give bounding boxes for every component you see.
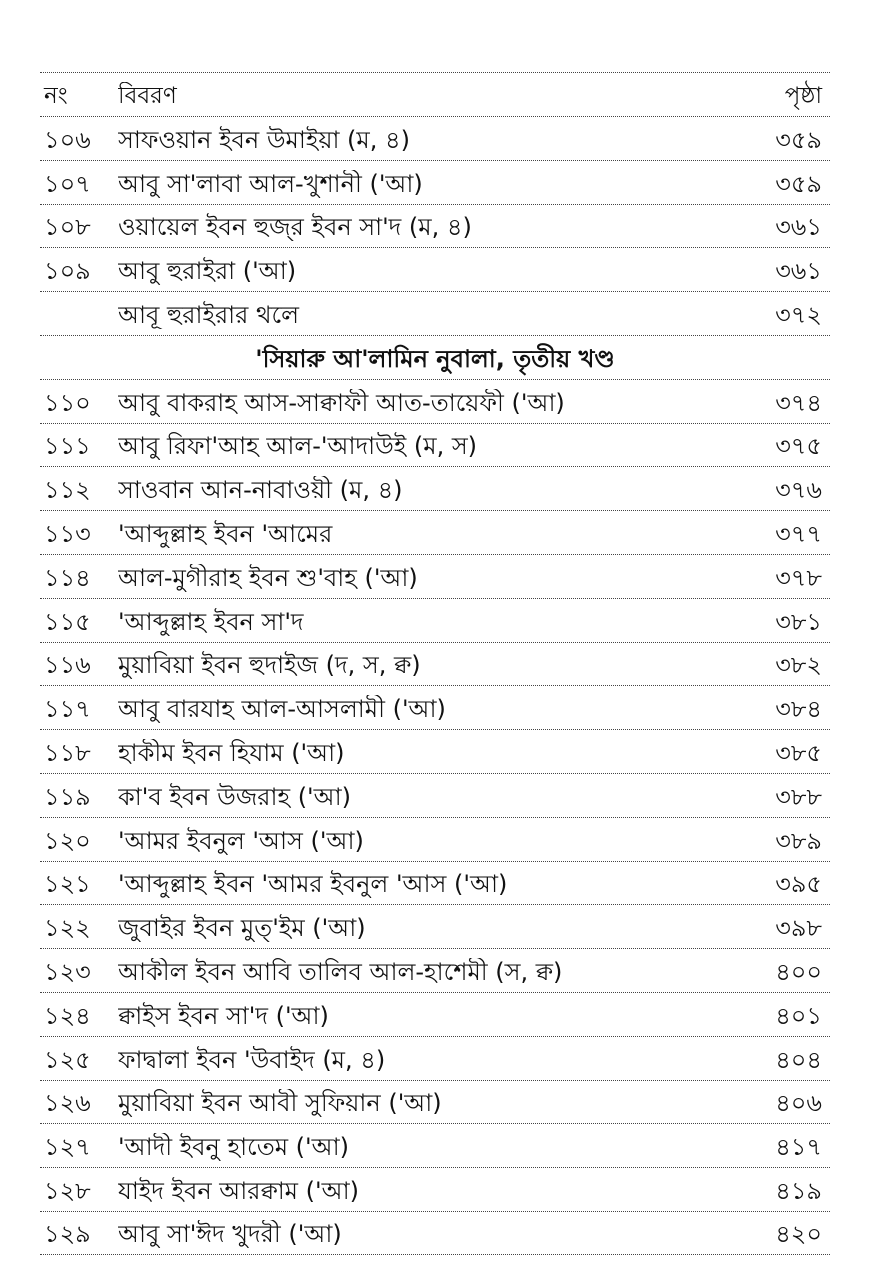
entry-page-number: ৩৮১ xyxy=(775,607,822,636)
entry-description: আবু বাকরাহ আস-সাক্বাফী আত-তায়েফী ('আ) xyxy=(118,388,565,417)
entry-description: মুয়াবিয়া ইবন আবী সুফিয়ান ('আ) xyxy=(118,1089,442,1118)
toc-rows-group-2 xyxy=(40,379,830,1255)
entry-page-number: ৩৯৫ xyxy=(775,870,822,899)
entry-number: ১০৬ xyxy=(44,125,91,154)
entry-page-number: ৪১৭ xyxy=(775,1133,822,1162)
entry-number: ১১০ xyxy=(44,388,91,417)
entry-page-number: ৪০১ xyxy=(775,1001,822,1030)
toc-row xyxy=(40,554,830,598)
toc-row xyxy=(40,904,830,948)
entry-number: ১১৯ xyxy=(44,782,91,811)
entry-page-number: ৩৬১ xyxy=(775,213,822,242)
entry-number: ১২৬ xyxy=(44,1089,91,1118)
entry-number: ১২৩ xyxy=(44,957,91,986)
entry-description: আল-মুগীরাহ ইবন শু'বাহ ('আ) xyxy=(118,563,418,592)
section-title: 'সিয়ারু আ'লামিন নুবালা, তৃতীয় খণ্ড xyxy=(255,344,615,373)
entry-number: ১২২ xyxy=(44,914,91,943)
entry-number: ১১৩ xyxy=(44,519,91,548)
section-heading-row xyxy=(40,335,830,379)
toc-row xyxy=(40,773,830,817)
description-column-header: বিবরণ xyxy=(118,83,177,109)
entry-description: আবু সা'ঈদ খুদরী ('আ) xyxy=(118,1219,342,1248)
toc-row xyxy=(40,861,830,905)
entry-page-number: ৩৮২ xyxy=(775,651,822,680)
toc-row xyxy=(40,1167,830,1211)
entry-description: আবু বারযাহ আল-আসলামী ('আ) xyxy=(118,695,446,724)
entry-description: কা'ব ইবন উজরাহ ('আ) xyxy=(118,782,352,811)
entry-number: ১১৭ xyxy=(44,695,91,724)
entry-number: ১২৯ xyxy=(44,1219,91,1248)
toc-row xyxy=(40,116,830,160)
entry-page-number: ৩৭৬ xyxy=(775,476,822,505)
entry-description: জুবাইর ইবন মুত্'ইম ('আ) xyxy=(118,914,366,943)
entry-number: ১২৭ xyxy=(44,1133,91,1162)
entry-description: ওয়ায়েল ইবন হুজ্‌র ইবন সা'দ (ম, ৪) xyxy=(118,213,472,242)
toc-row xyxy=(40,379,830,423)
entry-number: ১২৮ xyxy=(44,1176,91,1205)
entry-page-number: ৩৮৪ xyxy=(775,695,822,724)
entry-page-number: ৩৭২ xyxy=(775,300,822,329)
toc-row xyxy=(40,1080,830,1124)
entry-page-number: ৩৭৭ xyxy=(775,519,822,548)
entry-page-number: ৩৭৮ xyxy=(775,563,822,592)
entry-description: 'আমর ইবনুল 'আস ('আ) xyxy=(118,826,364,855)
entry-number: ১১১ xyxy=(44,432,91,461)
entry-number: ১০৯ xyxy=(44,257,91,286)
toc-row xyxy=(40,685,830,729)
entry-description: 'আব্দুল্লাহ ইবন সা'দ xyxy=(118,607,304,636)
entry-number: ১২১ xyxy=(44,870,91,899)
toc-row xyxy=(40,466,830,510)
entry-description: সাফওয়ান ইবন উমাইয়া (ম, ৪) xyxy=(118,125,410,154)
entry-page-number: ৩৮৯ xyxy=(775,826,822,855)
toc-row xyxy=(40,817,830,861)
toc-rows-group-1 xyxy=(40,116,830,335)
entry-page-number: ৪২০ xyxy=(775,1219,822,1248)
entry-page-number: ৩৫৯ xyxy=(775,169,822,198)
toc-row xyxy=(40,247,830,291)
entry-description: সাওবান আন-নাবাওয়ী (ম, ৪) xyxy=(118,476,403,505)
entry-page-number: ৪০৪ xyxy=(775,1045,822,1074)
entry-number: ১২৫ xyxy=(44,1045,91,1074)
entry-number: ১১৫ xyxy=(44,607,91,636)
entry-page-number: ৪১৯ xyxy=(775,1176,822,1205)
table-of-contents xyxy=(40,72,830,1255)
toc-row xyxy=(40,948,830,992)
entry-number: ১১৪ xyxy=(44,563,91,592)
toc-row xyxy=(40,598,830,642)
toc-row xyxy=(40,423,830,467)
entry-page-number: ৩৮৮ xyxy=(775,782,822,811)
toc-row xyxy=(40,1123,830,1167)
entry-description: আবু হুরাইরা ('আ) xyxy=(118,257,297,286)
toc-row xyxy=(40,1211,830,1255)
entry-description: ফাদ্বালা ইবন 'উবাইদ (ম, ৪) xyxy=(118,1045,386,1074)
toc-row xyxy=(40,291,830,335)
entry-description: মুয়াবিয়া ইবন হুদাইজ (দ, স, ক্ব) xyxy=(118,651,421,680)
entry-number: ১১৮ xyxy=(44,738,91,767)
toc-row xyxy=(40,992,830,1036)
toc-row xyxy=(40,1036,830,1080)
entry-number: ১১২ xyxy=(44,476,91,505)
entry-description: ক্বাইস ইবন সা'দ ('আ) xyxy=(118,1001,329,1030)
entry-description: 'আব্দুল্লাহ ইবন 'আমর ইবনুল 'আস ('আ) xyxy=(118,870,508,899)
toc-row xyxy=(40,204,830,248)
entry-description: আবূ হুরাইরার থলে xyxy=(118,300,300,329)
page-column-header: পৃষ্ঠা xyxy=(784,83,822,109)
entry-number: ১২০ xyxy=(44,826,91,855)
entry-page-number: ৩৭৪ xyxy=(775,388,822,417)
entry-description: আবু সা'লাবা আল-খুশানী ('আ) xyxy=(118,169,423,198)
num-column-header: নং xyxy=(44,83,68,109)
entry-page-number: ৩৮৫ xyxy=(775,738,822,767)
entry-page-number: ৪০৬ xyxy=(775,1089,822,1118)
entry-page-number: ৪০০ xyxy=(775,957,822,986)
toc-row xyxy=(40,160,830,204)
entry-description: হাকীম ইবন হিযাম ('আ) xyxy=(118,738,345,767)
entry-number: ১০৭ xyxy=(44,169,91,198)
toc-row xyxy=(40,642,830,686)
toc-row xyxy=(40,729,830,773)
entry-description: আকীল ইবন আবি তালিব আল-হাশেমী (স, ক্ব) xyxy=(118,957,563,986)
entry-number: ১২৪ xyxy=(44,1001,91,1030)
entry-page-number: ৩৯৮ xyxy=(775,914,822,943)
entry-number: ১০৮ xyxy=(44,213,91,242)
entry-description: যাইদ ইবন আরক্বাম ('আ) xyxy=(118,1176,359,1205)
entry-number: ১১৬ xyxy=(44,651,91,680)
entry-description: 'আদী ইবনু হাতেম ('আ) xyxy=(118,1133,349,1162)
entry-page-number: ৩৫৯ xyxy=(775,125,822,154)
entry-description: 'আব্দুল্লাহ ইবন 'আমের xyxy=(118,519,333,548)
toc-row xyxy=(40,510,830,554)
entry-description: আবু রিফা'আহ আল-'আদাউই (ম, স) xyxy=(118,432,478,461)
toc-header-row xyxy=(40,72,830,116)
entry-page-number: ৩৬১ xyxy=(775,257,822,286)
entry-page-number: ৩৭৫ xyxy=(775,432,822,461)
